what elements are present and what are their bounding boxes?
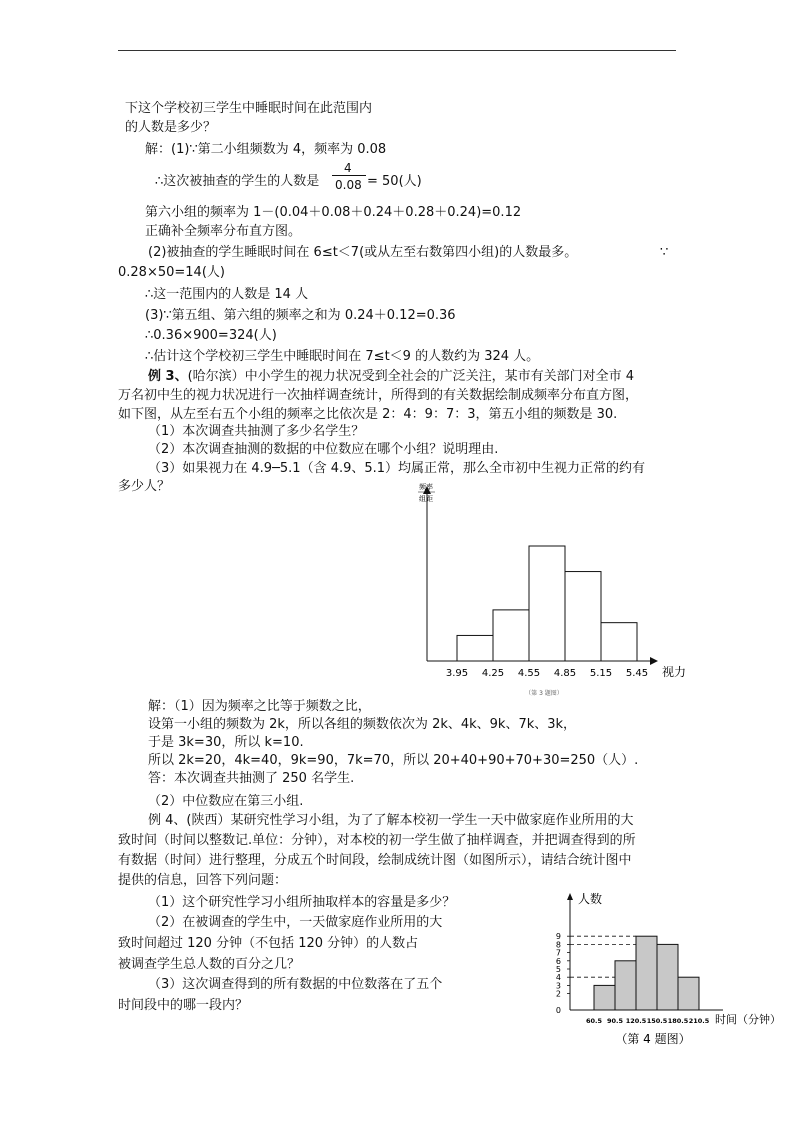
x-tick-label: 60.5 — [585, 1017, 603, 1025]
figure-caption: （第 3 题图） — [525, 690, 563, 697]
text-line: 万名初中生的视力状况进行一次抽样调查统计，所得到的有关数据绘制成频率分布直方图， — [118, 388, 639, 403]
x-tick-label: 90.5 — [606, 1017, 624, 1025]
x-axis-arrow — [650, 657, 658, 665]
x-axis-label: 视力 — [662, 665, 687, 679]
text-line: ∴0.36×900=324(人) — [145, 328, 277, 343]
text-line: 0.28×50=14(人) — [118, 265, 225, 280]
example-3-label: 例 3、 — [148, 369, 188, 384]
y-tick-label: 0 — [555, 1006, 561, 1015]
example-3-heading — [148, 369, 634, 385]
y-tick-label: 6 — [555, 956, 561, 966]
x-tick-label: 4.25 — [481, 668, 505, 679]
text-line: 解：（1）因为频率之比等于频数之比， — [148, 699, 371, 714]
y-tick-label: 3 — [555, 981, 561, 991]
homework-time-histogram — [545, 890, 785, 1050]
text-line: 于是 3k=30，所以 k=10. — [148, 735, 304, 750]
text-line: ∵ — [660, 245, 669, 260]
text-line: ∴估计这个学校初三学生中睡眠时间在 7≤t＜9 的人数约为 324 人。 — [145, 349, 540, 364]
text-line: 致时间超过 120 分钟（不包括 120 分钟）的人数占 — [118, 936, 419, 951]
text-line: 如下图，从左至右五个小组的频率之比依次是 2：4：9：7：3，第五小组的频数是 30. — [118, 407, 618, 422]
x-tick-label: 150.5 — [646, 1017, 668, 1025]
text-line: 例 4、(陕西）某研究性学习小组，为了了解本校初一学生一天中做家庭作业所用的大 — [148, 813, 634, 828]
text-line: （2）本次调查抽测的数据的中位数应在哪个小组？说明理由. — [148, 442, 499, 457]
x-tick-label: 5.45 — [625, 668, 649, 679]
x-tick-label: 5.15 — [589, 668, 613, 679]
text-line: （1）本次调查共抽测了多少名学生？ — [148, 424, 365, 439]
y-tick-label: 7 — [555, 948, 561, 958]
text-line: (2)被抽查的学生睡眠时间在 6≤t＜7(或从左至右数第四小组)的人数最多。 — [148, 245, 578, 260]
x-tick-label: 4.85 — [553, 668, 577, 679]
figure-caption: （第 4 题图） — [615, 1032, 691, 1046]
fraction-bar — [332, 175, 366, 176]
histogram-bar — [457, 635, 493, 661]
histogram-bar — [529, 546, 565, 661]
text-line: 被调查学生总人数的百分之几？ — [118, 957, 301, 972]
x-tick-label: 4.55 — [517, 668, 541, 679]
text-line: 设第一小组的频数为 2k，所以各组的频数依次为 2k、4k、9k、7k、3k， — [148, 717, 577, 732]
x-tick-label: 120.5 — [625, 1017, 647, 1025]
x-axis-label: 时间（分钟） — [715, 1013, 781, 1026]
text-line: （3）这次调查得到的所有数据的中位数落在了五个 — [148, 977, 443, 992]
y-axis-label-bottom: 组距 — [419, 495, 433, 503]
y-tick-label: 5 — [555, 965, 561, 974]
y-axis-label: 人数 — [578, 892, 603, 906]
y-tick-label: 8 — [555, 940, 561, 950]
histogram-bar — [601, 623, 637, 661]
text-line: （3）如果视力在 4.9─5.1（含 4.9、5.1）均属正常，那么全市初中生视力正常的约有 — [148, 461, 646, 476]
histogram-bar — [615, 961, 636, 1010]
histogram-bar — [657, 944, 678, 1010]
text-line: （1）这个研究性学习小组所抽取样本的容量是多少？ — [148, 895, 456, 910]
text-line: 所以 2k=20，4k=40，9k=90，7k=70，所以 20+40+90+70+30=250（人）. — [148, 753, 639, 768]
x-tick-label: 3.95 — [445, 668, 469, 679]
text-line: 致时间（时间以整数记.单位：分钟），对本校的初一学生做了抽样调查，并把调查得到的所 — [118, 833, 636, 848]
x-tick-label: 210.5 — [688, 1017, 710, 1025]
example-3-text: (哈尔滨）中小学生的视力状况受到全社会的广泛关注，某市有关部门对全市 4 — [187, 369, 635, 384]
text-line: ∴这次被抽查的学生的人数是 — [155, 174, 320, 189]
text-line: ∴这一范围内的人数是 14 人 — [145, 287, 309, 302]
text-line: （2）中位数应在第三小组. — [148, 794, 304, 809]
y-axis-arrow — [567, 893, 573, 900]
histogram-bar — [636, 936, 657, 1010]
text-line: (3)∵第五组、第六组的频率之和为 0.24＋0.12=0.36 — [145, 308, 456, 323]
header-rule — [118, 50, 676, 51]
y-tick-label: 9 — [555, 932, 561, 942]
text-line: 正确补全频率分布直方图。 — [145, 224, 302, 239]
text-line: 解：(1)∵第二小组频数为 4，频率为 0.08 — [145, 142, 387, 157]
y-tick-label: 4 — [555, 973, 561, 983]
text-line: 时间段中的哪一段内？ — [118, 998, 249, 1013]
text-line: 第六小组的频率为 1－(0.04＋0.08＋0.24＋0.28＋0.24)=0.12 — [145, 205, 522, 220]
histogram-bar — [493, 610, 529, 661]
text-line: （2）在被调查的学生中，一天做家庭作业所用的大 — [148, 915, 443, 930]
histogram-bar — [594, 985, 615, 1010]
text-line: 下这个学校初三学生中睡眠时间在此范围内 — [125, 101, 373, 116]
text-line: 提供的信息，回答下列问题： — [118, 873, 288, 888]
y-tick-label: 2 — [555, 989, 561, 999]
text-line: 多少人？ — [118, 479, 171, 494]
text-line: 答：本次调查共抽测了 250 名学生. — [148, 771, 355, 786]
text-line: = 50(人) — [367, 174, 422, 189]
vision-histogram — [410, 480, 687, 705]
text-line: 有数据（时间）进行整理，分成五个时间段，绘制成统计图（如图所示），请结合统计图中 — [118, 853, 632, 868]
fraction-denominator: 0.08 — [335, 178, 362, 192]
fraction — [332, 163, 366, 193]
histogram-bar — [565, 572, 601, 661]
x-tick-label: 180.5 — [667, 1017, 689, 1025]
fraction-numerator: 4 — [344, 161, 352, 175]
y-axis-label-top: 频率 — [419, 483, 433, 491]
histogram-bar — [678, 977, 699, 1010]
text-line: 的人数是多少？ — [125, 120, 217, 135]
